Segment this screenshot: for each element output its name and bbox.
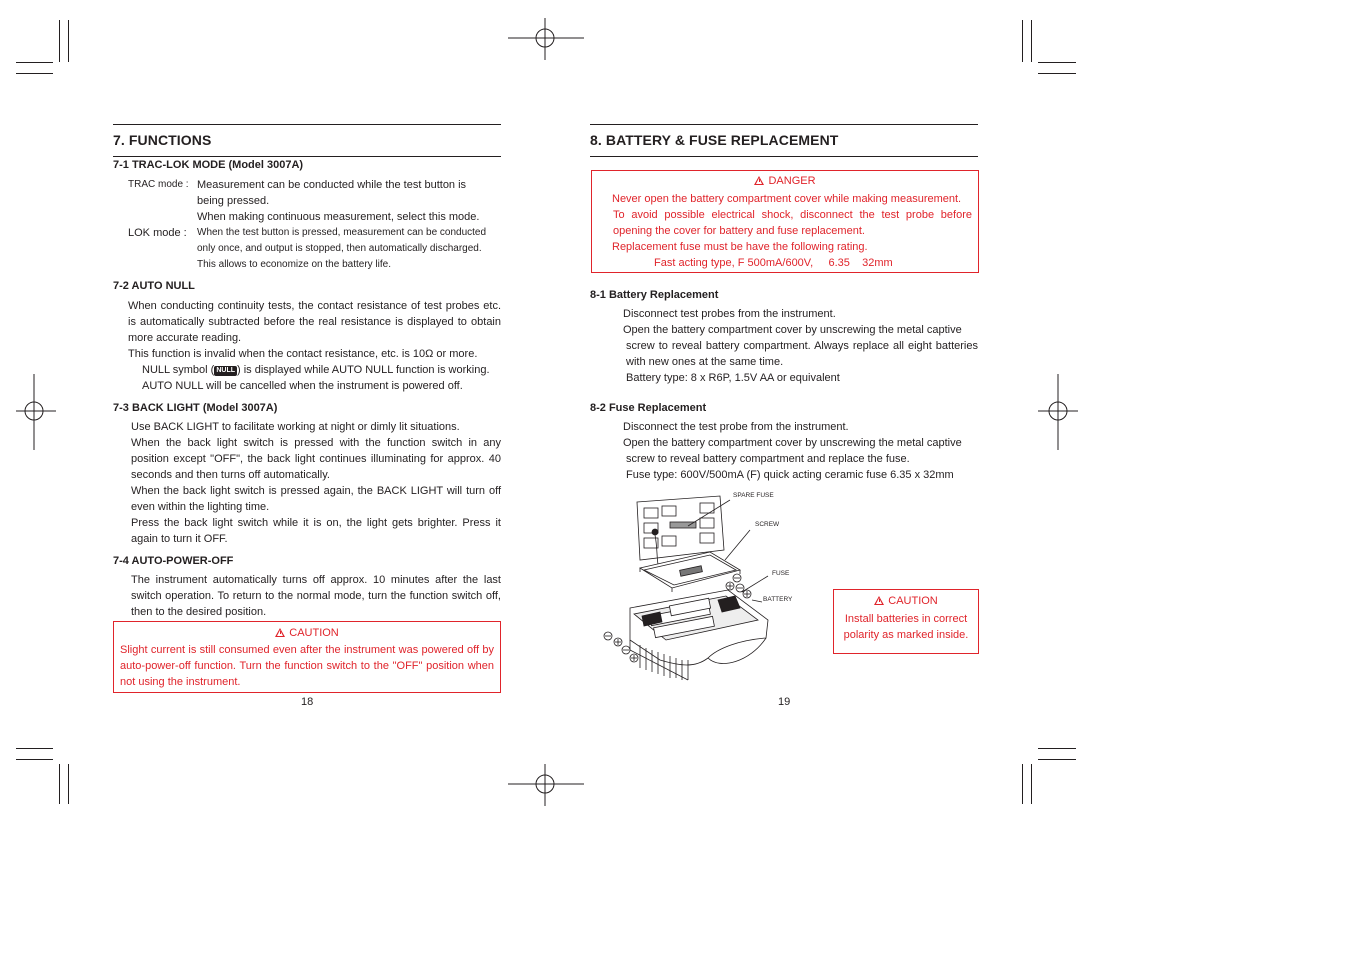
caution-title-right: CAUTION (834, 594, 978, 608)
null-symbol-icon: NULL (216, 367, 236, 374)
danger-line-3: Replacement fuse must be have the following rating. (612, 241, 868, 253)
lok-line-3: This allows to economize on the battery life. (197, 259, 391, 270)
registration-mark-left (16, 374, 56, 450)
battery-p1: Disconnect test probes from the instrument. (623, 308, 836, 320)
caution-title-left: CAUTION (114, 626, 500, 640)
back-light-p3: When the back light switch is pressed again, the BACK LIGHT will turn off even within the lighting time. (131, 485, 501, 513)
figure-label-battery: BATTERY (763, 596, 793, 603)
section-heading-8-2: 8-2 Fuse Replacement (590, 402, 707, 414)
page-number-left: 18 (301, 696, 314, 708)
auto-null-invalid: This function is invalid when the contact resistance, etc. is 10Ω or more. (128, 348, 478, 360)
registration-mark-top (508, 18, 584, 60)
figure-label-screw: SCREW (755, 521, 780, 528)
danger-title: DANGER (592, 174, 978, 188)
caution-line-2-right: polarity as marked inside. (843, 629, 969, 641)
back-light-p2: When the back light switch is pressed with the function switch in any position except "OFF", the back light continues illuminating for approx. 40 seconds and then turns off automatically. (131, 437, 501, 481)
section-heading-7-3: 7-3 BACK LIGHT (Model 3007A) (113, 402, 278, 414)
auto-null-symbol-line (142, 362, 490, 378)
warning-icon (874, 596, 884, 605)
caution-box-left (113, 621, 501, 693)
trac-line-3: When making continuous measurement, select this mode. (197, 211, 480, 223)
figure-label-spare-fuse: SPARE FUSE (733, 492, 774, 499)
section-heading-8-1: 8-1 Battery Replacement (590, 289, 719, 301)
warning-icon (275, 628, 285, 637)
fuse-p2-rest: screw to reveal battery compartment and replace the fuse. (626, 453, 910, 465)
danger-line-1: Never open the battery compartment cover while making measurement. (612, 193, 962, 205)
page-number-right: 19 (778, 696, 791, 708)
trac-line-1: Measurement can be conducted while the test button is (197, 179, 467, 191)
danger-line-2: To avoid possible electrical shock, disconnect the test probe before opening the cover for battery and fuse replacement. (613, 209, 972, 237)
battery-p3: Battery type: 8 x R6P, 1.5V AA or equivalent (626, 372, 840, 384)
battery-p2-rest: screw to reveal battery compartment. Always replace all eight batteries with new ones at the same time. (626, 340, 978, 368)
lok-line-1: When the test button is pressed, measurement can be conducted (197, 227, 487, 238)
trac-mode-label: TRAC mode : (128, 179, 189, 190)
figure-label-fuse: FUSE (772, 570, 790, 577)
page-title: 7. FUNCTIONS (113, 132, 212, 148)
null-symbol-post: ) is displayed while AUTO NULL function is working. (237, 364, 490, 376)
fuse-p3: Fuse type: 600V/500mA (F) quick acting ceramic fuse 6.35 x 32mm (626, 469, 954, 481)
null-symbol-pre: NULL symbol ( (142, 364, 215, 376)
registration-mark-bottom (508, 764, 584, 806)
danger-box (591, 170, 979, 273)
battery-p2-first: Open the battery compartment cover by unscrewing the metal captive (623, 324, 962, 336)
section-heading-7-2: 7-2 AUTO NULL (113, 280, 195, 292)
auto-power-off-p1: The instrument automatically turns off approx. 10 minutes after the last switch operation. To return to the normal mode, turn the function switch off, then to the desired position. (131, 574, 501, 618)
danger-line-4: Fast acting type, F 500mA/600V, 6.35 32mm (654, 257, 893, 269)
lok-line-2: only once, and output is stopped, then automatically discharged. (197, 243, 482, 254)
auto-null-cancel: AUTO NULL will be cancelled when the instrument is powered off. (142, 380, 463, 392)
fuse-p2-first: Open the battery compartment cover by unscrewing the metal captive (623, 437, 962, 449)
caution-line-1-right: Install batteries in correct (844, 613, 968, 625)
trac-line-2: being pressed. (197, 195, 270, 207)
page-title-right: 8. BATTERY & FUSE REPLACEMENT (590, 132, 839, 148)
warning-icon (754, 176, 764, 185)
caution-box-right (833, 589, 979, 654)
lok-mode-label: LOK mode : (128, 227, 187, 239)
auto-null-paragraph: When conducting continuity tests, the contact resistance of test probes etc. is automatically subtracted before the real resistance is displayed to obtain more accurate reading. (128, 300, 501, 344)
section-heading-7-1: 7-1 TRAC-LOK MODE (Model 3007A) (113, 159, 304, 171)
section-heading-7-4: 7-4 AUTO-POWER-OFF (113, 555, 234, 567)
back-light-p1: Use BACK LIGHT to facilitate working at night or dimly lit situations. (131, 421, 460, 433)
fuse-p1: Disconnect the test probe from the instrument. (623, 421, 849, 433)
registration-mark-right (1038, 374, 1078, 450)
caution-text-left: Slight current is still consumed even after the instrument was powered off by auto-power-off function. Turn the function switch to the "OFF" position when not using the instrument. (120, 644, 494, 688)
back-light-p4: Press the back light switch while it is on, the light gets brighter. Press it again to turn it OFF. (131, 517, 501, 545)
